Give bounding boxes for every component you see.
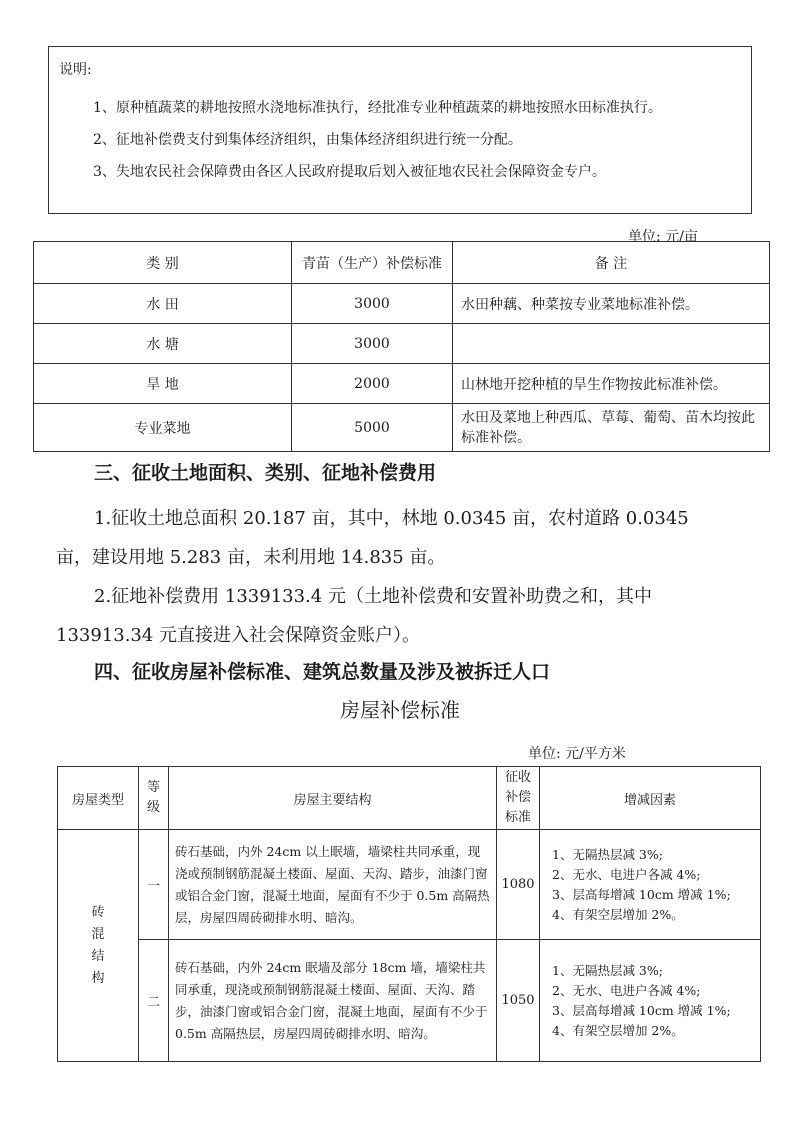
note-item-3: 3、失地农民社会保障费由各区人民政府提取后划入被征地农民社会保障资金专户。 [93, 164, 606, 180]
row-standard: 3000 [292, 284, 453, 324]
house-table-subtitle: 房屋补偿标准 [340, 698, 460, 722]
header-grade: 等级 [146, 780, 160, 815]
header-factors: 增减因素 [540, 767, 761, 830]
notes-title: 说明: [59, 62, 92, 78]
table-header-row [34, 242, 770, 284]
header-standard: 青苗（生产）补偿标准 [292, 242, 453, 284]
row-remark: 水田种藕、种菜按专业菜地标准补偿。 [453, 284, 770, 324]
factor-line: 1、无隔热层减 3%; [552, 962, 663, 978]
factor-line: 3、层高每增减 10cm 增减 1%; [552, 886, 731, 902]
header-house-type: 房屋类型 [58, 767, 139, 830]
row-structure: 砖石基础，内外 24cm 以上眠墙，墙梁柱共同承重，现浇或预制钢筋混凝土楼面、屋面、天沟、踏步，油漆门窗或铝合金门窗，混凝土地面，屋面有不少于 0.5m 高隔热层，房屋四周砖砌排水明、暗沟。 [169, 830, 497, 940]
row-remark: 山林地开挖种植的旱生作物按此标准补偿。 [453, 364, 770, 404]
row-remark [453, 324, 770, 364]
section3-para2-line1: 2.征地补偿费用 1339133.4 元（土地补偿费和安置补助费之和，其中 [94, 586, 652, 607]
table-row [34, 404, 770, 452]
factor-line: 1、无隔热层减 3%; [552, 846, 663, 862]
row-category: 水 田 [34, 284, 292, 324]
factor-line: 2、无水、电进户各减 4%; [552, 866, 701, 882]
crop-table-unit: 单位: 元/亩 [628, 229, 698, 245]
row-standard: 3000 [292, 324, 453, 364]
table-row [58, 830, 761, 940]
section3-heading: 三、征收土地面积、类别、征地补偿费用 [94, 462, 437, 484]
header-standard-cell [497, 767, 540, 830]
note-item-2: 2、征地补偿费支付到集体经济组织，由集体经济组织进行统一分配。 [93, 132, 522, 148]
table-row [34, 284, 770, 324]
row-structure: 砖石基础，内外 24cm 眠墙及部分 18cm 墙，墙梁柱共同承重，现浇或预制钢筋混凝土楼面、屋面、天沟、踏步，油漆门窗或铝合金门窗，混凝土地面，屋面有不少于 0.5m 高隔热层，房屋四周砖砌排水明、暗沟。 [169, 940, 497, 1062]
factor-line: 3、层高每增减 10cm 增减 1%; [552, 1002, 731, 1018]
house-compensation-table [57, 766, 761, 1062]
house-table-unit: 单位: 元/平方米 [528, 746, 626, 762]
table-row [58, 940, 761, 1062]
factor-line: 4、有架空层增加 2%。 [552, 1022, 684, 1038]
row-standard: 5000 [292, 404, 453, 452]
row-category: 专业菜地 [34, 404, 292, 452]
factor-line: 2、无水、电进户各减 4%; [552, 982, 701, 998]
section3-para1-line2: 亩，建设用地 5.283 亩，未利用地 14.835 亩。 [56, 547, 446, 568]
header-grade-cell [139, 767, 169, 830]
crop-compensation-table [33, 241, 770, 452]
header-structure: 房屋主要结构 [169, 767, 497, 830]
row-standard: 1050 [497, 940, 540, 1062]
table-header-row [58, 767, 761, 830]
section3-para1-line1: 1.征收土地总面积 20.187 亩，其中，林地 0.0345 亩，农村道路 0.0345 [94, 508, 689, 529]
notes-box [48, 46, 752, 214]
row-remark: 水田及菜地上种西瓜、草莓、葡萄、苗木均按此标准补偿。 [453, 404, 770, 452]
house-type-label: 砖混结构 [91, 904, 105, 986]
table-row [34, 364, 770, 404]
section4-heading: 四、征收房屋补偿标准、建筑总数量及涉及被拆迁人口 [94, 661, 551, 683]
factor-line: 4、有架空层增加 2%。 [552, 906, 684, 922]
header-standard: 征收补偿标准 [504, 770, 531, 825]
house-type-cell [58, 830, 139, 1062]
table-row [34, 324, 770, 364]
row-factors [540, 830, 761, 940]
row-standard: 1080 [497, 830, 540, 940]
header-remark: 备 注 [453, 242, 770, 284]
row-category: 旱 地 [34, 364, 292, 404]
header-category: 类 别 [34, 242, 292, 284]
row-factors [540, 940, 761, 1062]
row-grade: 一 [139, 830, 169, 940]
section3-para2-line2: 133913.34 元直接进入社会保障资金账户）。 [56, 625, 421, 646]
note-item-1: 1、原种植蔬菜的耕地按照水浇地标准执行，经批准专业种植蔬菜的耕地按照水田标准执行。 [93, 100, 662, 116]
row-standard: 2000 [292, 364, 453, 404]
row-category: 水 塘 [34, 324, 292, 364]
row-grade: 二 [139, 940, 169, 1062]
